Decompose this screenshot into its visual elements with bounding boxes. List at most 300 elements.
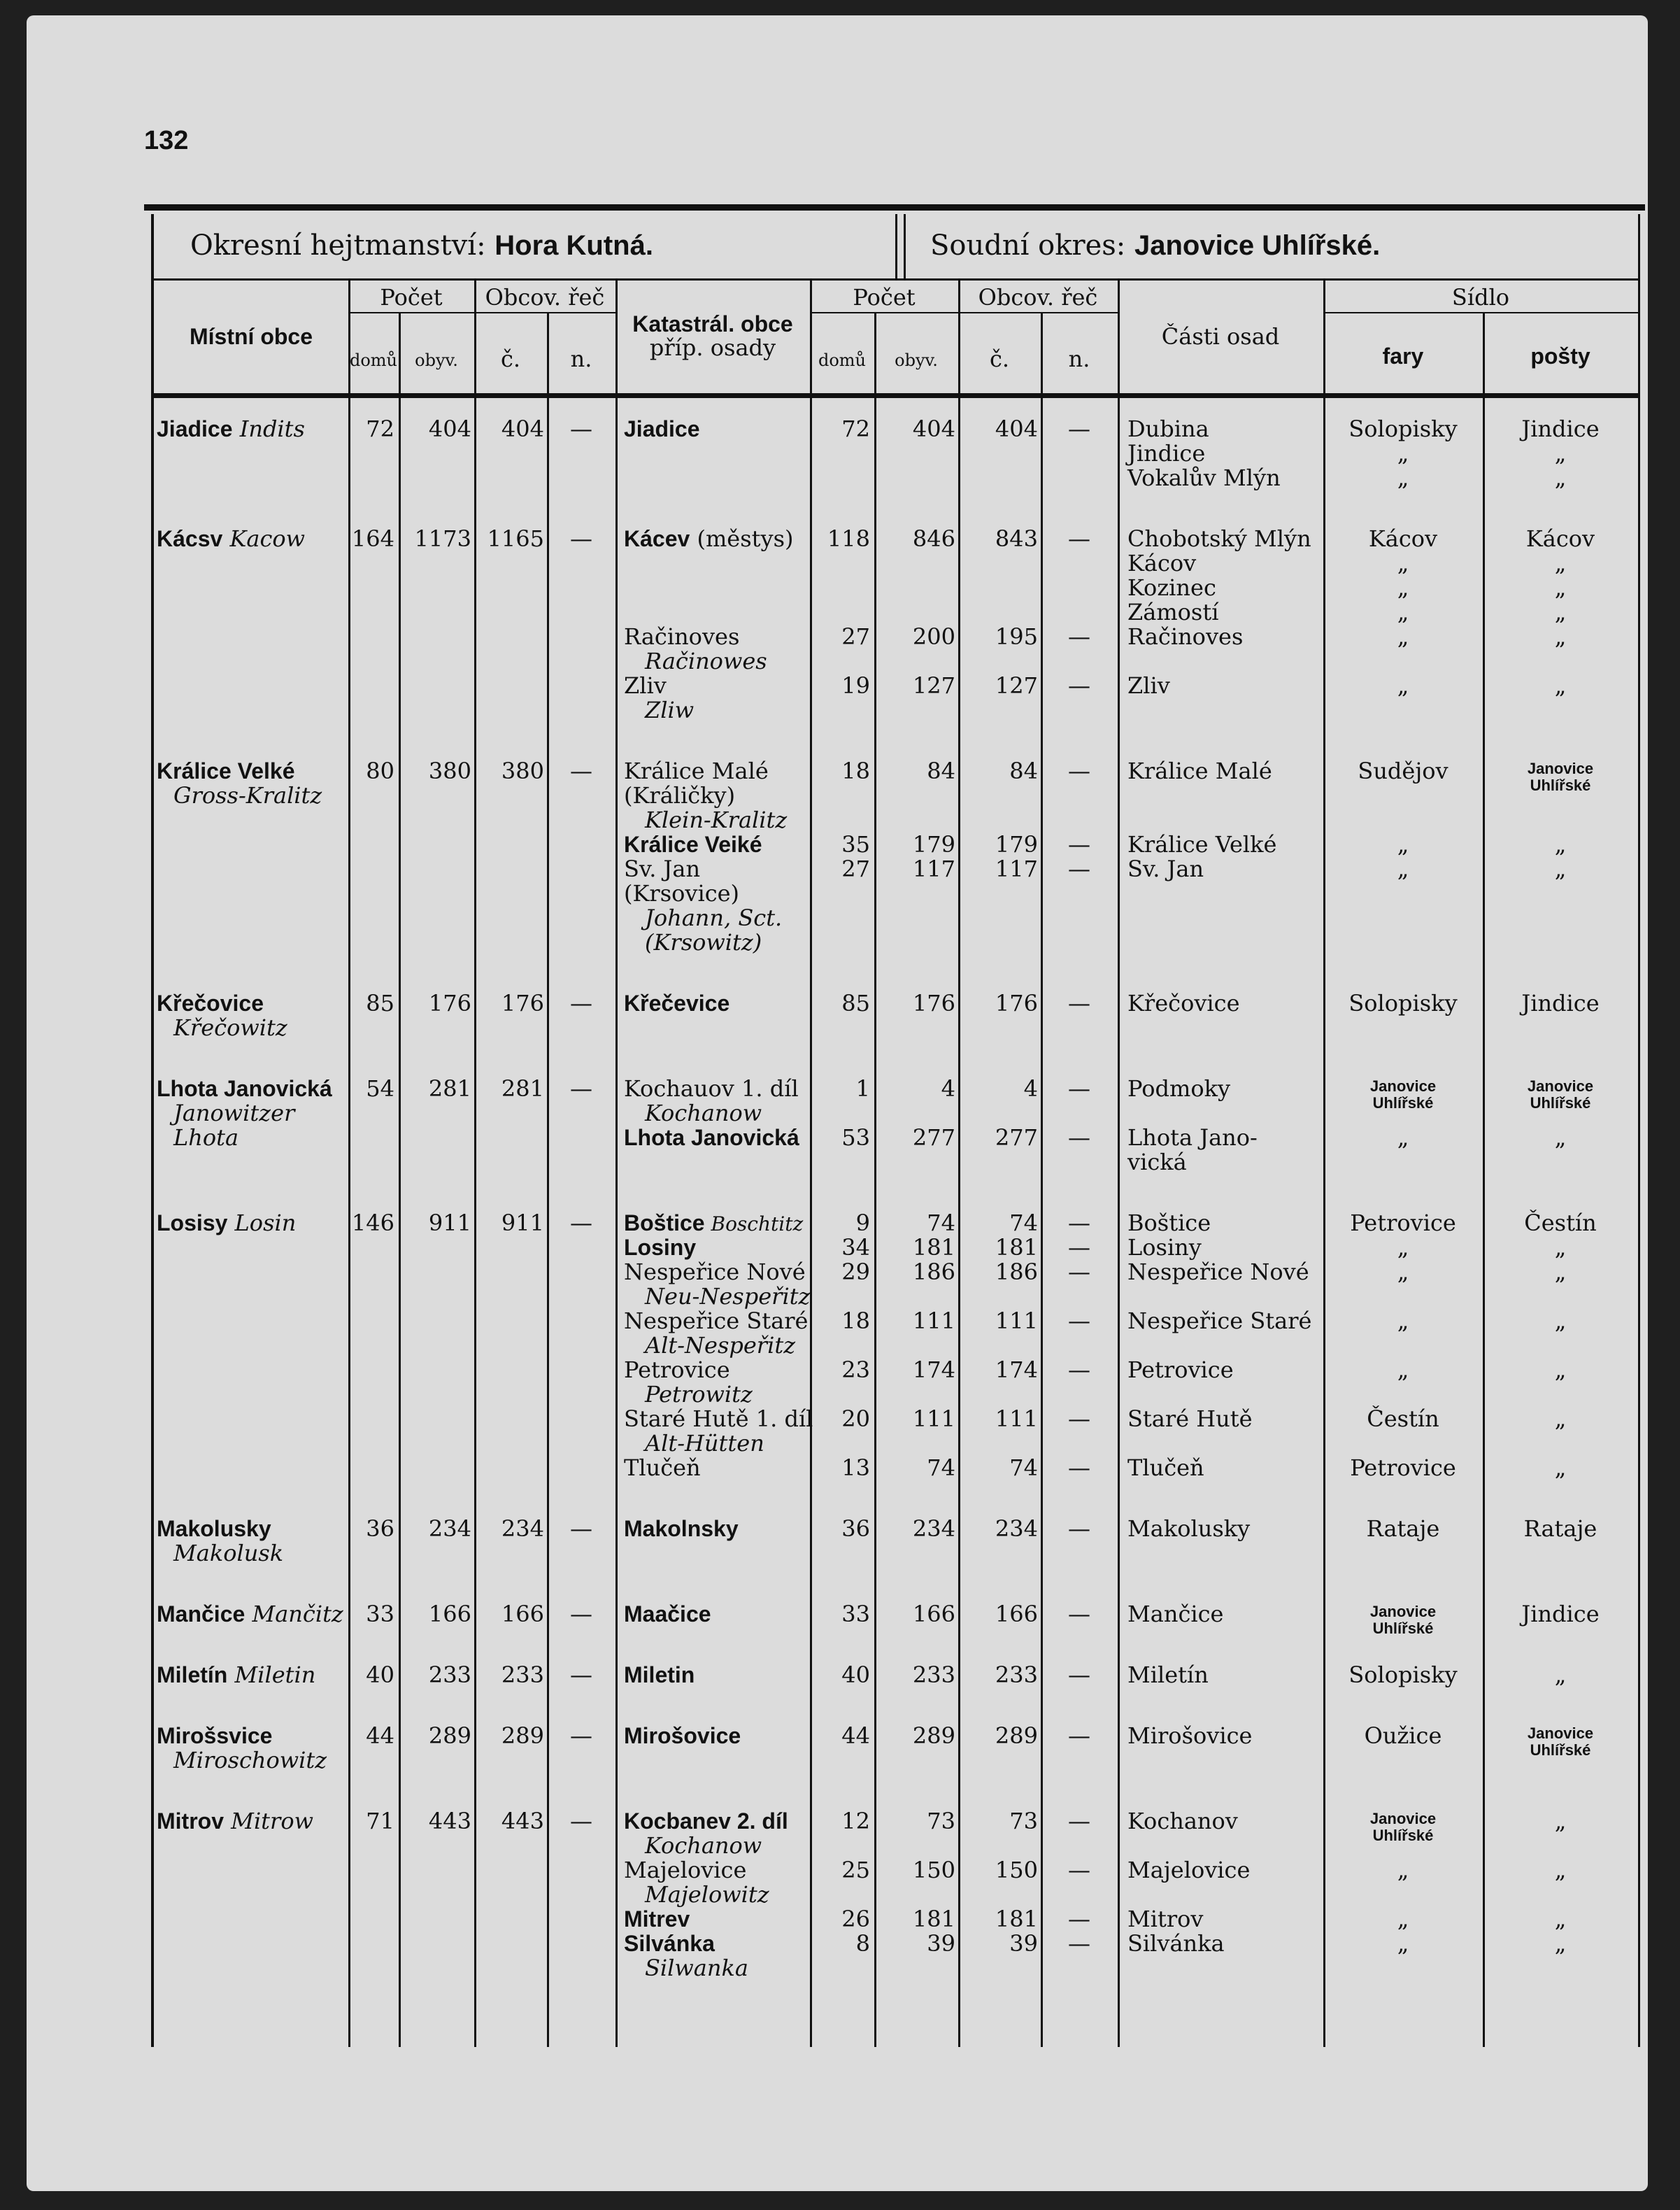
sidlo-posty: Kácov [1525, 525, 1595, 552]
kat-obyv: 117 [912, 856, 955, 882]
obec-obyv: 176 [428, 990, 471, 1017]
obec-german-name: Makolusk [173, 1540, 284, 1566]
obec-czech-name: Losisy [157, 1210, 228, 1235]
sidlo-fary: Janovice Uhlířské [1369, 1810, 1437, 1844]
kat-domu: 13 [841, 1454, 870, 1481]
district-label: Okresní hejtmanství: [190, 229, 486, 262]
col-n-2: n. [1068, 346, 1090, 372]
sidlo-fary: „ [1397, 599, 1409, 625]
kat-obyv: 200 [912, 623, 955, 650]
kat-c: 234 [995, 1515, 1038, 1542]
obec-obyv: 443 [428, 1808, 471, 1834]
sidlo-fary: „ [1397, 574, 1409, 601]
obec-name [157, 417, 347, 441]
column-header-rule [154, 393, 1638, 398]
cast-osady: vická [1127, 1149, 1187, 1175]
cast-osady: Miletín [1127, 1662, 1209, 1688]
katastral-obec [624, 1932, 807, 1956]
kat-domu: 20 [841, 1405, 870, 1432]
katastral-obec [624, 991, 807, 1016]
subhead-rule [1323, 312, 1638, 313]
kat-domu: 26 [841, 1906, 870, 1932]
katastral-german-name: Kochanow [645, 1100, 762, 1126]
sidlo-posty: Jindice [1521, 990, 1600, 1017]
cast-osady: Kácov [1127, 550, 1197, 576]
kat-obyv: 186 [912, 1259, 955, 1285]
sidlo-posty: Rataje [1523, 1515, 1597, 1542]
kat-c: 39 [1009, 1930, 1038, 1957]
sidlo-posty: „ [1554, 672, 1567, 699]
sidlo-posty: Janovice Uhlířské [1527, 760, 1594, 794]
sidlo-fary: Sudějov [1358, 758, 1448, 784]
katastral-obec [624, 1260, 807, 1284]
kat-domu: 29 [841, 1259, 870, 1285]
katastral-german-name-2: (Krsowitz) [645, 929, 762, 956]
katastral-german-name: Račinowes [645, 648, 767, 674]
kat-n: — [1068, 1308, 1090, 1334]
kat-c: 277 [995, 1124, 1038, 1151]
katastral-name: Staré Hutě 1. díl [624, 1405, 813, 1432]
obec-c: 404 [501, 416, 544, 442]
obec-c: 176 [501, 990, 544, 1017]
court-label: Soudní okres: [930, 229, 1126, 262]
gazetteer-table [151, 214, 1640, 2047]
sidlo-posty: „ [1554, 550, 1567, 576]
katastral-obec [624, 1602, 807, 1627]
obec-domu: 71 [366, 1808, 394, 1834]
katastral-alt-name: (Krsovice) [624, 880, 740, 907]
kat-obyv: 84 [927, 758, 955, 784]
sidlo-fary: Solopisky [1348, 416, 1458, 442]
header-divider [895, 214, 897, 278]
obec-czech-name: Lhota Janovická [157, 1076, 332, 1101]
sidlo-fary: „ [1397, 1906, 1409, 1932]
obec-n: — [570, 758, 592, 784]
sidlo-posty: „ [1554, 623, 1567, 650]
col-obcov-rec: Obcov. řeč [485, 284, 605, 311]
katastral-name: Nespeřice Nové [624, 1259, 806, 1285]
cast-osady: Chobotský Mlýn [1127, 525, 1311, 552]
sidlo-posty: „ [1554, 1454, 1567, 1481]
kat-n: — [1068, 856, 1090, 882]
obec-obyv: 166 [428, 1601, 471, 1627]
obec-domu: 85 [366, 990, 394, 1017]
katastral-obec [624, 1663, 807, 1687]
obec-obyv: 1173 [414, 525, 471, 552]
katastral-name: Jiadice [624, 416, 700, 441]
kat-n: — [1068, 1234, 1090, 1261]
sidlo-fary: Čestín [1367, 1405, 1439, 1432]
obec-c: 289 [501, 1722, 544, 1749]
cast-osady: Boštice [1127, 1210, 1211, 1236]
obec-german-name: Mitrow [231, 1808, 313, 1834]
kat-c: 181 [995, 1906, 1038, 1932]
katastral-name: Boštice [624, 1210, 705, 1235]
subhead-rule [348, 312, 615, 313]
obec-czech-name: Miletín [157, 1662, 228, 1687]
katastral-obec [624, 1405, 813, 1432]
kat-c: 150 [995, 1857, 1038, 1883]
col-posty: pošty [1530, 343, 1590, 369]
sidlo-posty: „ [1554, 440, 1567, 467]
sidlo-fary: „ [1397, 465, 1409, 491]
sidlo-posty: „ [1554, 1124, 1567, 1151]
kat-domu: 44 [841, 1722, 870, 1749]
kat-obyv: 74 [927, 1454, 955, 1481]
sidlo-posty: „ [1554, 1308, 1567, 1334]
court-header [930, 229, 1380, 262]
katastral-name: Králice Veiké [624, 832, 762, 857]
obec-czech-name: Makolusky [157, 1516, 271, 1541]
col-c-2: č. [989, 346, 1010, 372]
sidlo-fary: „ [1397, 672, 1409, 699]
obec-name [157, 759, 347, 784]
katastral-obec [624, 674, 807, 698]
katastral-suffix: (městys) [690, 525, 794, 552]
kat-obyv: 39 [927, 1930, 955, 1957]
kat-c: 74 [1009, 1210, 1038, 1236]
obec-obyv: 404 [428, 416, 471, 442]
cast-osady: Silvánka [1127, 1930, 1225, 1957]
katastral-obec [624, 1126, 807, 1150]
katastral-name: Majelovice [624, 1857, 747, 1883]
kat-domu: 9 [855, 1210, 870, 1236]
kat-domu: 27 [841, 623, 870, 650]
kat-n: — [1068, 1357, 1090, 1383]
kat-obyv: 4 [941, 1075, 955, 1102]
sidlo-posty: „ [1554, 831, 1567, 858]
obec-c: 233 [501, 1662, 544, 1688]
obec-domu: 40 [366, 1662, 394, 1688]
katastral-german-name: Petrowitz [645, 1381, 753, 1408]
katastral-name: Makolnsky [624, 1516, 739, 1541]
cast-osady: Petrovice [1127, 1357, 1234, 1383]
kat-obyv: 127 [912, 672, 955, 699]
obec-czech-name: Mirošsvice [157, 1723, 273, 1748]
col-fary: fary [1382, 343, 1424, 369]
kat-n: — [1068, 1075, 1090, 1102]
kat-c: 111 [995, 1308, 1038, 1334]
obec-domu: 80 [366, 758, 394, 784]
cast-osady: Zliv [1127, 672, 1170, 699]
kat-obyv: 166 [912, 1601, 955, 1627]
subhead-rule [810, 312, 1118, 313]
katastral-name: Zliv [624, 672, 667, 699]
kat-c: 233 [995, 1662, 1038, 1688]
sidlo-fary: Solopisky [1348, 1662, 1458, 1688]
kat-domu: 118 [827, 525, 870, 552]
cast-osady: Podmoky [1127, 1075, 1231, 1102]
cast-osady: Sv. Jan [1127, 856, 1204, 882]
sidlo-posty: „ [1554, 1234, 1567, 1261]
cast-osady: Zámostí [1127, 599, 1219, 625]
kat-domu: 23 [841, 1357, 870, 1383]
kat-domu: 27 [841, 856, 870, 882]
obec-n: — [570, 1075, 592, 1102]
obec-n: — [570, 1722, 592, 1749]
katastral-german-name: Kochanow [645, 1832, 762, 1859]
kat-n: — [1068, 1662, 1090, 1688]
obec-obyv: 911 [428, 1210, 471, 1236]
obec-domu: 146 [351, 1210, 394, 1236]
col-pocet: Počet [380, 284, 443, 311]
obec-obyv: 289 [428, 1722, 471, 1749]
katastral-german-name: Johann, Sct. [645, 905, 783, 931]
katastral-name: Kácev [624, 526, 690, 551]
katastral-german-name: Majelowitz [645, 1881, 769, 1908]
sidlo-posty: „ [1554, 465, 1567, 491]
sidlo-posty: Jindice [1521, 416, 1600, 442]
kat-domu: 18 [841, 758, 870, 784]
sidlo-fary: Petrovice [1350, 1454, 1456, 1481]
col-line [399, 312, 401, 2047]
page-number: 132 [144, 126, 189, 155]
sidlo-fary: Solopisky [1348, 990, 1458, 1017]
obec-c: 1165 [487, 525, 544, 552]
katastral-name: Maačice [624, 1601, 711, 1627]
kat-obyv: 846 [912, 525, 955, 552]
kat-domu: 72 [841, 416, 870, 442]
kat-obyv: 176 [912, 990, 955, 1017]
cast-osady: Kozinec [1127, 574, 1216, 601]
obec-czech-name: Mančice [157, 1601, 245, 1627]
katastral-german-name: Zliw [645, 697, 695, 723]
kat-obyv: 181 [912, 1234, 955, 1261]
kat-obyv: 74 [927, 1210, 955, 1236]
obec-n: — [570, 1601, 592, 1627]
obec-n: — [570, 416, 592, 442]
sidlo-fary: „ [1397, 1357, 1409, 1383]
obec-name [157, 527, 347, 551]
sidlo-posty: Janovice Uhlířské [1527, 1724, 1594, 1759]
katastral-name: Lhota Janovická [624, 1125, 799, 1150]
kat-n: — [1068, 1906, 1090, 1932]
cast-osady: Makolusky [1127, 1515, 1251, 1542]
sidlo-posty: „ [1554, 1930, 1567, 1957]
obec-n: — [570, 1808, 592, 1834]
katastral-obec [624, 1309, 807, 1333]
obec-name [157, 1602, 347, 1627]
obec-name [157, 991, 347, 1016]
obec-domu: 33 [366, 1601, 394, 1627]
obec-name [157, 1517, 347, 1541]
katastral-name: Kochauov 1. díl [624, 1075, 799, 1102]
katastral-name: Silvánka [624, 1931, 715, 1956]
kat-domu: 34 [841, 1234, 870, 1261]
kat-domu: 85 [841, 990, 870, 1017]
obec-c: 380 [501, 758, 544, 784]
col-pocet-2: Počet [853, 284, 916, 311]
obec-c: 234 [501, 1515, 544, 1542]
obec-domu: 36 [366, 1515, 394, 1542]
kat-n: — [1068, 758, 1090, 784]
col-domu: domů [349, 350, 398, 370]
obec-german-name: Kacow [229, 525, 306, 552]
col-domu-2: domů [818, 350, 867, 370]
obec-czech-name: Mitrov [157, 1808, 224, 1834]
kat-c: 181 [995, 1234, 1038, 1261]
kat-domu: 35 [841, 831, 870, 858]
obec-german-name-2: Lhota [173, 1124, 239, 1151]
obec-obyv: 380 [428, 758, 471, 784]
cast-osady: Račinoves [1127, 623, 1244, 650]
katastral-german-name: Neu-Nespeřitz [645, 1283, 811, 1310]
sidlo-posty: „ [1554, 1906, 1567, 1932]
katastral-name: Petrovice [624, 1357, 730, 1383]
katastral-german-name: Boschtitz [704, 1212, 804, 1235]
col-katastral-1: Katastrál. obce [632, 311, 793, 337]
cast-osady: Králice Malé [1127, 758, 1272, 784]
sidlo-posty: Janovice Uhlířské [1527, 1077, 1594, 1112]
sidlo-posty: Jindice [1521, 1601, 1600, 1627]
sidlo-fary: Janovice Uhlířské [1369, 1603, 1437, 1637]
obec-n: — [570, 525, 592, 552]
sidlo-fary: „ [1397, 1124, 1409, 1151]
kat-c: 289 [995, 1722, 1038, 1749]
col-katastral-2: příp. osady [649, 334, 776, 361]
kat-n: — [1068, 1930, 1090, 1957]
katastral-name: Kocbanev 2. díl [624, 1808, 788, 1834]
katastral-name: Křečevice [624, 991, 730, 1016]
katastral-name: Losiny [624, 1235, 697, 1260]
sidlo-posty: „ [1554, 1808, 1567, 1834]
kat-n: — [1068, 1405, 1090, 1432]
katastral-obec [624, 1077, 807, 1101]
kat-c: 166 [995, 1601, 1038, 1627]
kat-c: 111 [995, 1405, 1038, 1432]
katastral-name: Králice Malé [624, 758, 769, 784]
kat-domu: 18 [841, 1308, 870, 1334]
sidlo-posty: Čestín [1524, 1210, 1597, 1236]
katastral-alt-name: (Králičky) [624, 782, 736, 809]
obec-czech-name: Králice Velké [157, 758, 295, 784]
katastral-obec [624, 1809, 807, 1834]
kat-n: — [1068, 416, 1090, 442]
col-line [615, 278, 618, 2047]
sidlo-posty: „ [1554, 856, 1567, 882]
sidlo-fary: Petrovice [1350, 1210, 1456, 1236]
obec-german-name: Miroschowitz [173, 1747, 327, 1773]
kat-c: 174 [995, 1357, 1038, 1383]
obec-german-name: Indits [239, 416, 305, 442]
kat-n: — [1068, 1601, 1090, 1627]
col-line [1041, 312, 1043, 2047]
katastral-german-name: Klein-Kralitz [645, 807, 788, 833]
sidlo-posty: „ [1554, 1357, 1567, 1383]
katastral-obec [624, 1517, 807, 1541]
obec-c: 911 [501, 1210, 544, 1236]
cast-osady: Křečovice [1127, 990, 1240, 1017]
col-casti-osad: Části osad [1161, 323, 1280, 350]
obec-name [157, 1663, 347, 1687]
col-obyv-2: obyv. [895, 350, 938, 370]
col-sidlo: Sídlo [1451, 284, 1510, 311]
col-obcov-rec-2: Obcov. řeč [978, 284, 1098, 311]
kat-n: — [1068, 1857, 1090, 1883]
kat-n: — [1068, 831, 1090, 858]
kat-n: — [1068, 1124, 1090, 1151]
obec-obyv: 234 [428, 1515, 471, 1542]
kat-domu: 53 [841, 1124, 870, 1151]
col-mistni-obce: Místní obce [189, 324, 313, 349]
top-rule [144, 204, 1645, 211]
kat-domu: 33 [841, 1601, 870, 1627]
sidlo-fary: Rataje [1366, 1515, 1440, 1542]
obec-german-name: Křečowitz [173, 1014, 287, 1041]
sidlo-fary: „ [1397, 1259, 1409, 1285]
court-name: Janovice Uhlířské. [1134, 230, 1381, 261]
obec-german-name: Miletin [234, 1662, 316, 1688]
cast-osady: Vokalův Mlýn [1127, 465, 1281, 491]
katastral-obec [624, 1858, 807, 1883]
obec-czech-name: Jiadice [157, 416, 233, 441]
kat-n: — [1068, 1515, 1090, 1542]
katastral-obec [624, 417, 807, 441]
sidlo-fary: „ [1397, 1308, 1409, 1334]
col-c: č. [500, 346, 521, 372]
obec-domu: 164 [351, 525, 394, 552]
kat-c: 186 [995, 1259, 1038, 1285]
obec-obyv: 233 [428, 1662, 471, 1688]
kat-domu: 19 [841, 672, 870, 699]
kat-obyv: 174 [912, 1357, 955, 1383]
district-name: Hora Kutná. [494, 230, 653, 261]
katastral-obec [624, 857, 807, 881]
kat-c: 4 [1023, 1075, 1038, 1102]
obec-domu: 44 [366, 1722, 394, 1749]
sidlo-fary: Oužice [1364, 1722, 1442, 1749]
sidlo-fary: „ [1397, 623, 1409, 650]
obec-name [157, 1077, 347, 1101]
kat-c: 179 [995, 831, 1038, 858]
sidlo-fary: „ [1397, 1234, 1409, 1261]
kat-n: — [1068, 990, 1090, 1017]
katastral-name: Miletin [624, 1662, 695, 1687]
header-rule [154, 278, 1638, 281]
sidlo-posty: „ [1554, 599, 1567, 625]
sidlo-fary: „ [1397, 856, 1409, 882]
kat-c: 195 [995, 623, 1038, 650]
obec-czech-name: Kácsv [157, 526, 223, 551]
cast-osady: Nespeřice Nové [1127, 1259, 1309, 1285]
district-header [190, 229, 653, 262]
kat-n: — [1068, 525, 1090, 552]
kat-obyv: 233 [912, 1662, 955, 1688]
kat-obyv: 111 [912, 1405, 955, 1432]
kat-obyv: 111 [912, 1308, 955, 1334]
obec-domu: 54 [366, 1075, 394, 1102]
katastral-obec [624, 759, 807, 784]
scanned-page [27, 15, 1648, 2191]
obec-n: — [570, 1662, 592, 1688]
obec-n: — [570, 1210, 592, 1236]
katastral-name: Tlučeň [624, 1454, 701, 1481]
kat-obyv: 289 [912, 1722, 955, 1749]
col-n: n. [570, 346, 592, 372]
kat-obyv: 234 [912, 1515, 955, 1542]
obec-czech-name: Křečovice [157, 991, 264, 1016]
katastral-obec [624, 527, 807, 551]
sidlo-fary: „ [1397, 550, 1409, 576]
col-obyv: obyv. [415, 350, 458, 370]
sidlo-fary: „ [1397, 831, 1409, 858]
katastral-obec [624, 625, 807, 649]
kat-n: — [1068, 1808, 1090, 1834]
katastral-name: Nespeřice Staré [624, 1308, 809, 1334]
kat-n: — [1068, 623, 1090, 650]
obec-n: — [570, 990, 592, 1017]
kat-obyv: 277 [912, 1124, 955, 1151]
